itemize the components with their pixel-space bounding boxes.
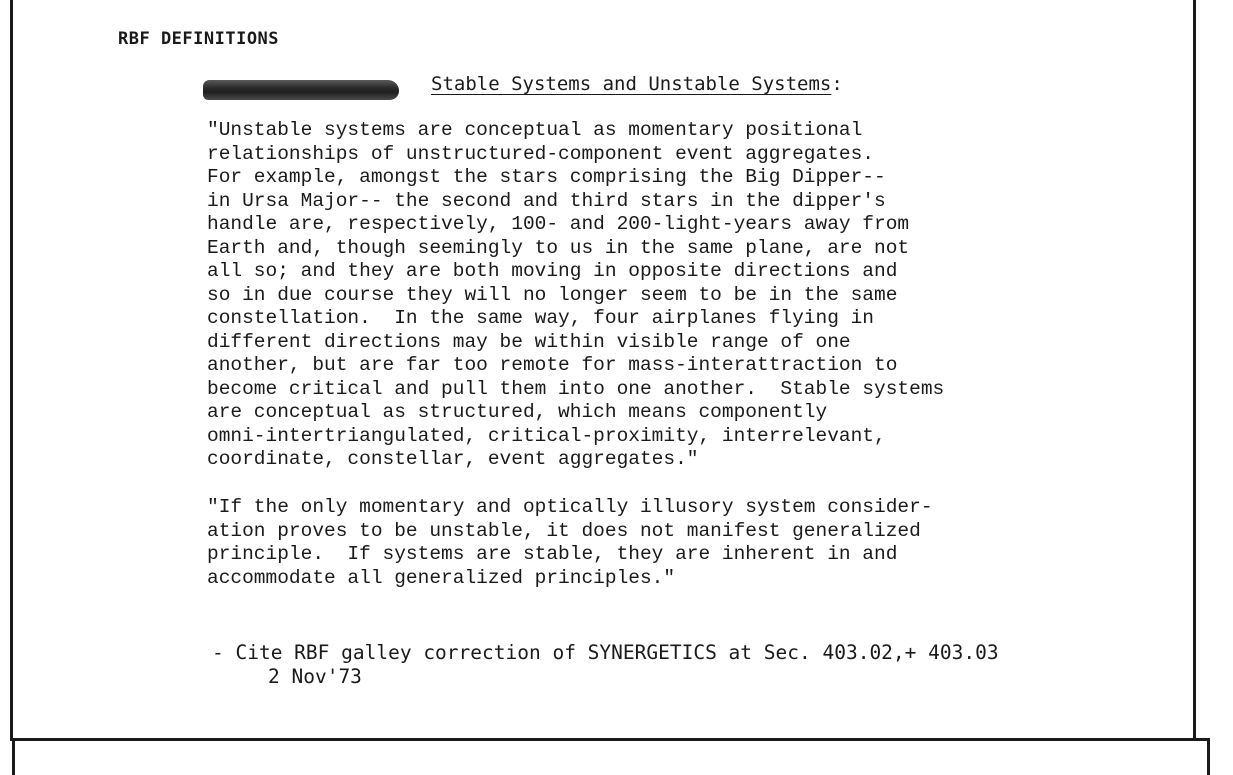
page-heading: RBF DEFINITIONS (118, 29, 280, 49)
definition-paragraph-1: "Unstable systems are conceptual as momentary positional relationships of unstructured-component event aggregates. For example, amongst the stars comprising the Big Dipper-- in Ursa Major-- the second and third stars in the dipper's handle are, respectively, 100- and 200-light-years away from Earth and, though seemingly to us in the same plane, are not all so; and they are both moving in opposite directions and so in due course they will no longer seem to be in the same constellation. In the same way, four airplanes flying in different directions may be within visible range of one another, but are far too remote for mass-interattraction to become critical and pull them into one another. Stable systems are conceptual as structured, which means componently omni-intertriangulated, critical-proximity, interrelevant, coordinate, constellar, event aggregates." (207, 119, 945, 470)
definition-paragraph-2: "If the only momentary and optically illusory system consider- ation proves to be unstable, it does not manifest generalized principle. If systems are stable, they are inherent in and accommodate all generalized principles." (207, 496, 933, 589)
next-card-edge (12, 738, 1210, 775)
redaction-bar (203, 80, 399, 100)
section-title-text: Stable Systems and Unstable Systems (431, 73, 832, 95)
citation: - Cite RBF galley correction of SYNERGETICS at Sec. 403.02,+ 403.03 (212, 641, 999, 664)
section-title (431, 73, 843, 95)
citation-date: 2 Nov'73 (268, 665, 362, 688)
section-title-colon: : (831, 73, 843, 95)
